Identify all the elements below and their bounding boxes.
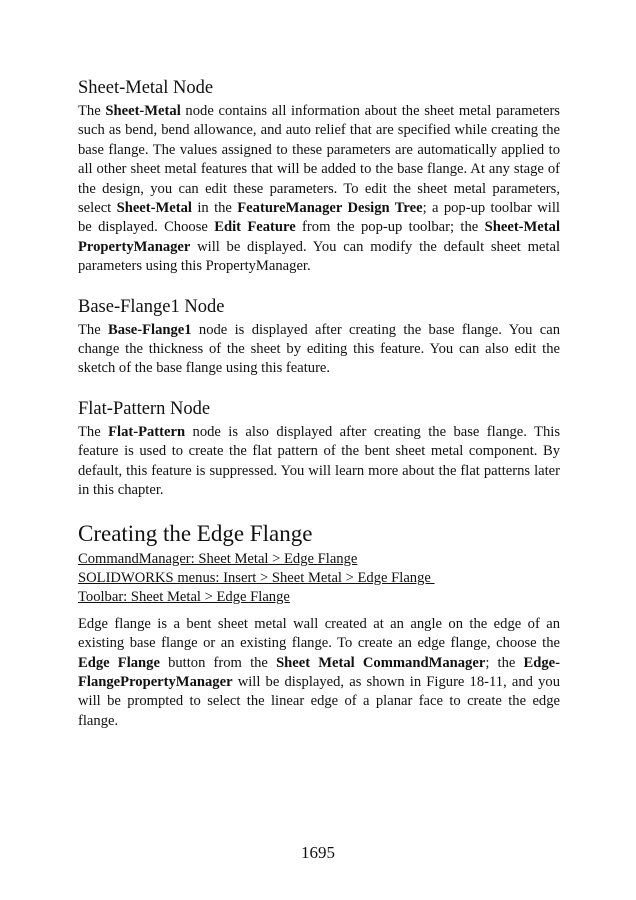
section-sheet-metal-node [78, 76, 560, 277]
heading-sheet-metal-node: Sheet-Metal Node [78, 78, 214, 98]
section-creating-edge-flange [78, 519, 560, 732]
heading-creating-edge-flange: Creating the Edge Flange [78, 520, 313, 546]
heading-flat-pattern-node: Flat-Pattern Node [78, 398, 211, 419]
paragraph-sheet-metal-node: The Sheet-Metal node contains all information about the sheet metal parameters such as bend, bend allowance, and auto relief that are specified while creating the base flange. The values assigned to these parameters are automatically applied to all other sheet metal features that will be added to the base flange. At any stage of the design, you can edit these parameters. To edit the sheet metal parameters, select Sheet-Metal in the FeatureManager Design Tree; a pop-up toolbar will be displayed. Choose Edit Feature from the pop-up toolbar; the Sheet-Metal PropertyManager will be displayed. You can modify the default sheet metal parameters using this PropertyManager. [78, 103, 560, 275]
path-commandmanager: CommandManager: Sheet Metal > Edge Flange [78, 550, 358, 567]
path-toolbar: Toolbar: Sheet Metal > Edge Flange [78, 589, 290, 606]
paragraph-edge-flange: Edge flange is a bent sheet metal wall created at an angle on the edge of an existing base flange or an existing flange. To create an edge flange, choose the Edge Flange button from the Sheet Metal CommandManager; the Edge-FlangePropertyManager will be displayed, as shown in Figure 18-11, and you will be prompted to select the linear edge of a planar face to create the edge flange. [78, 615, 560, 729]
paragraph-flat-pattern-node: The Flat-Pattern node is also displayed after creating the base flange. This feature is used to create the flat pattern of the bent sheet metal component. By default, this feature is suppressed. You will learn more about the flat patterns later in this chapter. [78, 423, 560, 499]
paragraph-base-flange-node: The Base-Flange1 node is displayed after creating the base flange. You can change the thickness of the sheet by editing this feature. You can also edit the sketch of the base flange using this feature. [78, 321, 561, 377]
section-base-flange-node [78, 295, 560, 379]
section-flat-pattern-node [78, 397, 560, 501]
path-solidworks-menus: SOLIDWORKS menus: Insert > Sheet Metal > Edge Flange [78, 569, 435, 586]
page-number: 1695 [301, 843, 335, 862]
command-paths [78, 550, 560, 608]
page-content [78, 76, 560, 749]
heading-base-flange-node: Base-Flange1 Node [78, 296, 225, 317]
